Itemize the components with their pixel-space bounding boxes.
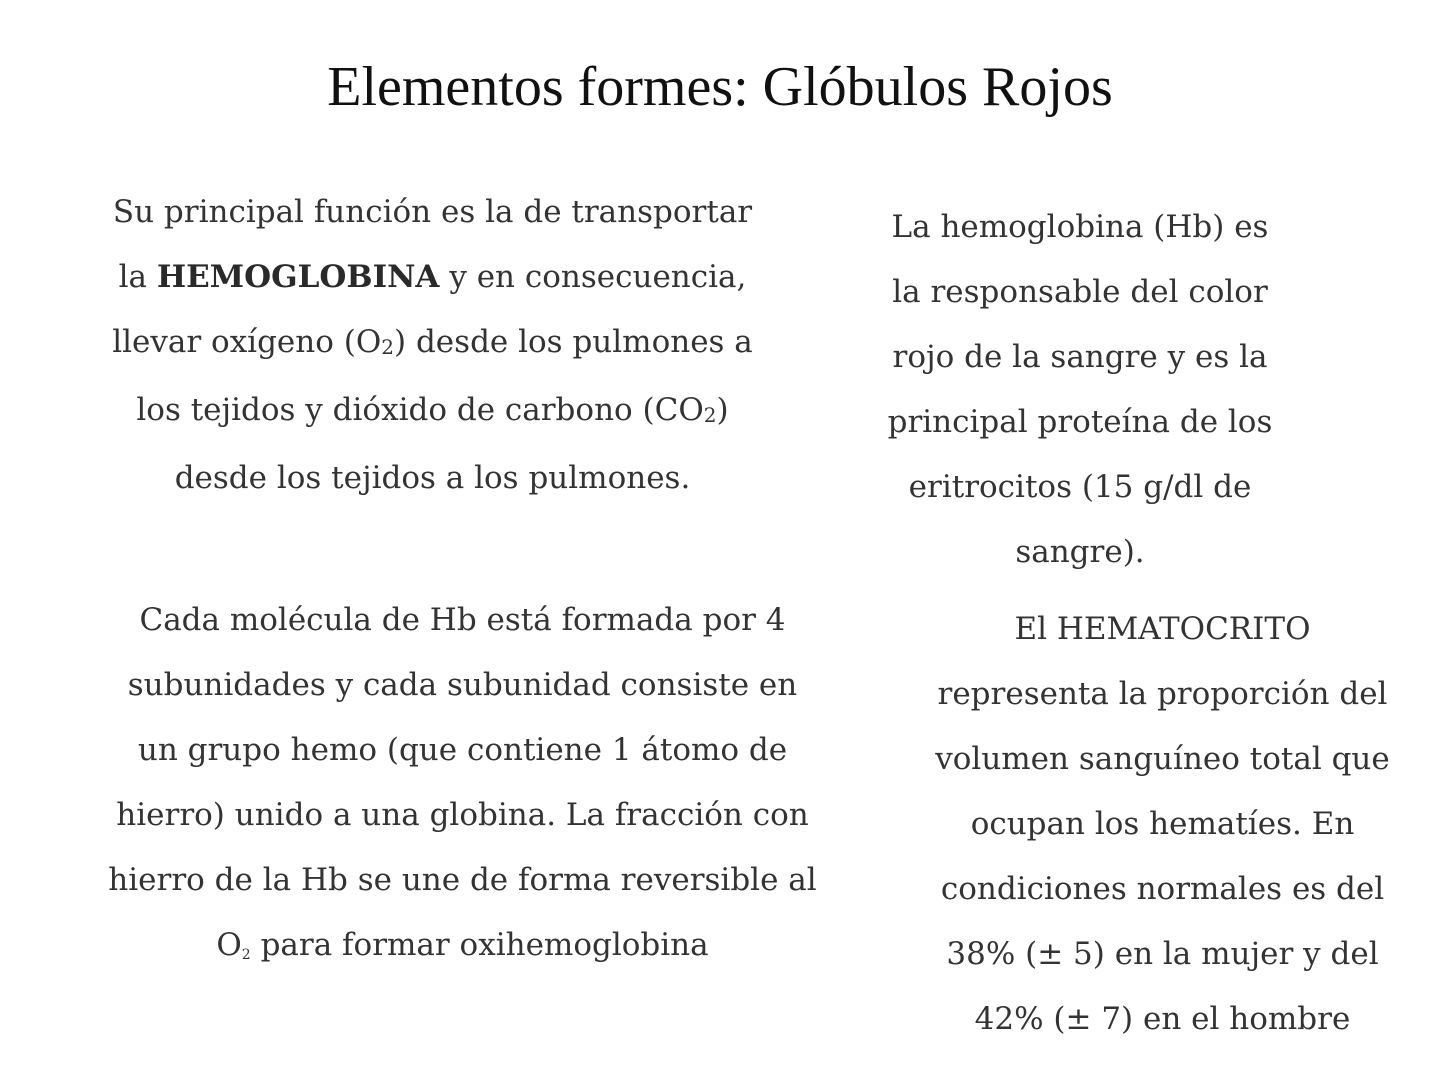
text-line: condiciones normales es del	[940, 871, 1385, 907]
text-line	[60, 310, 805, 378]
text-line: sangre).	[1015, 534, 1145, 570]
text-block-hematocrit	[900, 597, 1425, 1052]
text-block-hemoglobin	[850, 195, 1310, 585]
text-line: Cada molécula de Hb está formada por 4	[139, 602, 786, 638]
text-line: principal proteína de los	[887, 404, 1273, 440]
text-line: la responsable del color	[892, 274, 1268, 310]
text-line: subunidades y cada subunidad consiste en	[127, 667, 798, 703]
text-line: desde los tejidos a los pulmones.	[174, 460, 691, 496]
slide-title: Elementos formes: Glóbulos Rojos	[327, 56, 1113, 118]
subscript: 2	[241, 947, 251, 963]
text-fragment: )	[716, 392, 729, 428]
text-fragment: la	[118, 259, 157, 295]
text-line: rojo de la sangre y es la	[892, 339, 1268, 375]
hemoglobina-bold: HEMOGLOBINA	[156, 259, 440, 295]
text-fragment: O	[216, 927, 242, 963]
subscript: 2	[703, 403, 717, 427]
text-block-function	[60, 180, 805, 511]
text-fragment: y en consecuencia,	[439, 259, 747, 295]
text-line: 38% (± 5) en la mujer y del	[946, 936, 1379, 972]
text-line: Su principal función es la de transportar	[112, 194, 753, 230]
text-line: representa la proporción del	[937, 676, 1388, 712]
text-line: eritrocitos (15 g/dl de	[908, 469, 1252, 505]
text-line: un grupo hemo (que contiene 1 átomo de	[137, 732, 788, 768]
text-line: hierro de la Hb se une de forma reversible al	[108, 862, 817, 898]
text-fragment: llevar oxígeno (O	[112, 324, 382, 360]
text-line: La hemoglobina (Hb) es	[891, 209, 1269, 245]
text-line: ocupan los hematíes. En	[970, 806, 1355, 842]
text-fragment: ) desde los pulmones a	[394, 324, 753, 360]
text-line: hierro) unido a una globina. La fracción con	[116, 797, 809, 833]
text-line	[60, 378, 805, 446]
subscript: 2	[381, 335, 395, 359]
text-line: El HEMATOCRITO	[1014, 611, 1311, 647]
text-line: volumen sanguíneo total que	[935, 741, 1390, 777]
text-block-molecule	[60, 588, 865, 984]
text-fragment: para formar oxihemoglobina	[250, 927, 709, 963]
text-line: 42% (± 7) en el hombre	[974, 1001, 1351, 1037]
text-fragment: los tejidos y dióxido de carbono (CO	[136, 392, 704, 428]
text-line	[60, 913, 865, 984]
text-line	[60, 245, 805, 310]
